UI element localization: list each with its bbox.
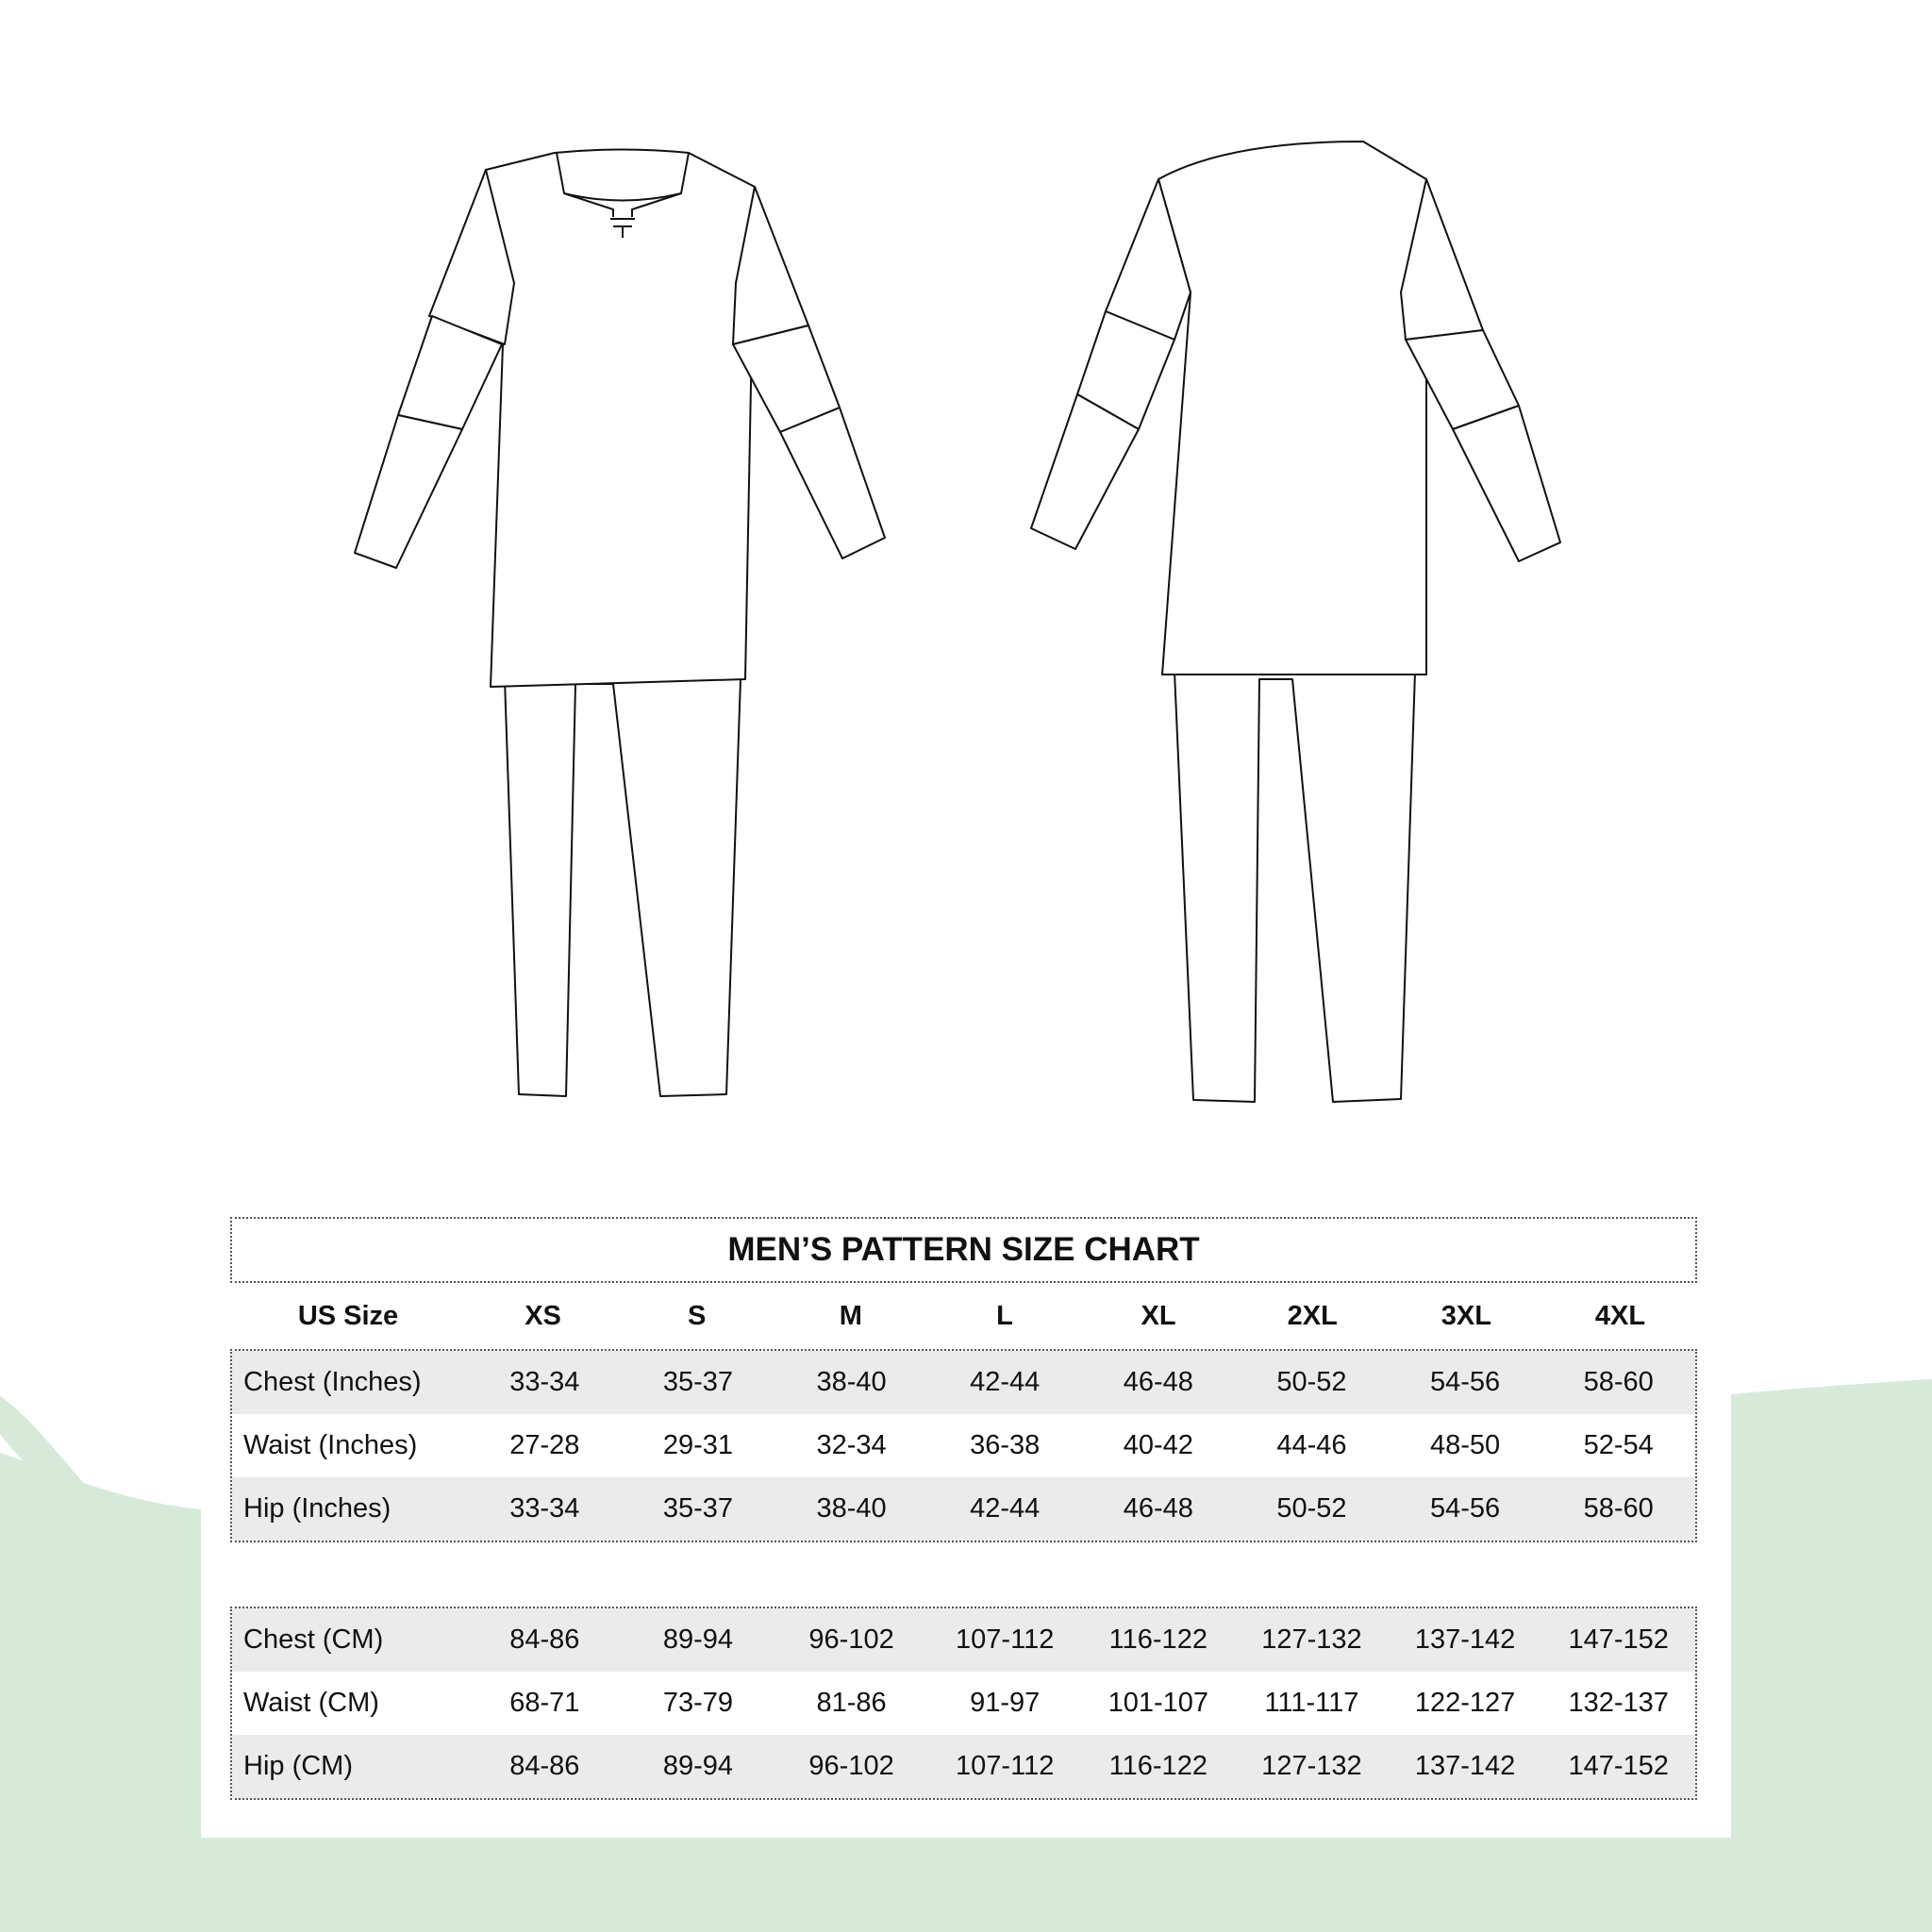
row-label: Chest (CM) xyxy=(243,1624,384,1655)
table-cell: 33-34 xyxy=(509,1493,580,1524)
row-label: Waist (CM) xyxy=(243,1688,379,1718)
table-cell: 42-44 xyxy=(970,1367,1041,1397)
table-cell: 38-40 xyxy=(816,1367,887,1397)
table-cell: 137-142 xyxy=(1414,1751,1516,1781)
table-cell: 44-46 xyxy=(1276,1430,1347,1460)
table-row xyxy=(232,1735,1695,1798)
table-cell: 84-86 xyxy=(509,1751,580,1781)
size-column-header: 3XL xyxy=(1441,1300,1491,1331)
row-label: Chest (Inches) xyxy=(243,1367,422,1397)
header-label: US Size xyxy=(297,1300,399,1331)
table-cell: 42-44 xyxy=(970,1493,1041,1524)
table-cell: 46-48 xyxy=(1123,1367,1193,1397)
table-cell: 101-107 xyxy=(1108,1688,1209,1718)
table-cell: 89-94 xyxy=(662,1624,734,1655)
table-cell: 35-37 xyxy=(662,1367,734,1397)
table-cell: 107-112 xyxy=(956,1624,1055,1655)
table-cell: 36-38 xyxy=(970,1430,1041,1460)
table-cell: 89-94 xyxy=(662,1751,734,1781)
table-cell: 32-34 xyxy=(816,1430,887,1460)
table-row xyxy=(232,1414,1695,1477)
table-cell: 116-122 xyxy=(1108,1751,1208,1781)
chart-title: MEN’S PATTERN SIZE CHART xyxy=(230,1217,1697,1283)
table-cell: 96-102 xyxy=(808,1751,894,1781)
table-cell: 137-142 xyxy=(1414,1624,1516,1655)
table-cell: 84-86 xyxy=(509,1624,580,1655)
table-cell: 147-152 xyxy=(1568,1624,1669,1655)
table-cell: 132-137 xyxy=(1568,1688,1669,1718)
table-cell: 127-132 xyxy=(1261,1751,1362,1781)
table-cell: 111-117 xyxy=(1264,1688,1359,1718)
table-cell: 29-31 xyxy=(662,1430,734,1460)
table-cell: 54-56 xyxy=(1429,1367,1501,1397)
table-cell: 107-112 xyxy=(956,1751,1055,1781)
table-cell: 54-56 xyxy=(1429,1493,1501,1524)
row-label: Hip (CM) xyxy=(243,1751,353,1781)
size-header-row xyxy=(230,1288,1697,1344)
table-cell: 46-48 xyxy=(1123,1493,1193,1524)
size-column-header: M xyxy=(839,1300,862,1331)
size-column-header: 2XL xyxy=(1287,1300,1338,1331)
table-cell: 40-42 xyxy=(1123,1430,1193,1460)
table-row xyxy=(232,1672,1695,1735)
table-cell: 73-79 xyxy=(662,1688,734,1718)
row-label: Waist (Inches) xyxy=(243,1430,418,1460)
table-cell: 50-52 xyxy=(1276,1367,1347,1397)
table-cell: 81-86 xyxy=(816,1688,887,1718)
table-cell: 96-102 xyxy=(808,1624,894,1655)
table-cell: 116-122 xyxy=(1108,1624,1208,1655)
table-cell: 52-54 xyxy=(1583,1430,1654,1460)
size-column-header: S xyxy=(688,1300,707,1331)
table-cell: 122-127 xyxy=(1414,1688,1516,1718)
table-cell: 50-52 xyxy=(1276,1493,1347,1524)
inches-table xyxy=(230,1349,1697,1542)
table-cell: 127-132 xyxy=(1261,1624,1362,1655)
cm-table xyxy=(230,1607,1697,1800)
table-cell: 38-40 xyxy=(816,1493,887,1524)
table-cell: 91-97 xyxy=(970,1688,1041,1718)
size-column-header: XL xyxy=(1141,1300,1176,1331)
garment-back-icon xyxy=(1031,142,1560,1102)
table-row xyxy=(232,1608,1695,1672)
table-cell: 68-71 xyxy=(509,1688,580,1718)
row-label: Hip (Inches) xyxy=(243,1493,391,1524)
size-column-header: XS xyxy=(525,1300,561,1331)
table-cell: 27-28 xyxy=(509,1430,580,1460)
table-cell: 35-37 xyxy=(662,1493,734,1524)
size-column-header: 4XL xyxy=(1594,1300,1646,1331)
table-cell: 33-34 xyxy=(509,1367,580,1397)
table-cell: 147-152 xyxy=(1568,1751,1669,1781)
table-cell: 48-50 xyxy=(1429,1430,1501,1460)
table-row xyxy=(232,1351,1695,1414)
table-row xyxy=(232,1477,1695,1541)
size-column-header: L xyxy=(996,1300,1013,1331)
garment-front-icon xyxy=(355,150,885,1097)
table-cell: 58-60 xyxy=(1583,1493,1654,1524)
table-cell: 58-60 xyxy=(1583,1367,1654,1397)
